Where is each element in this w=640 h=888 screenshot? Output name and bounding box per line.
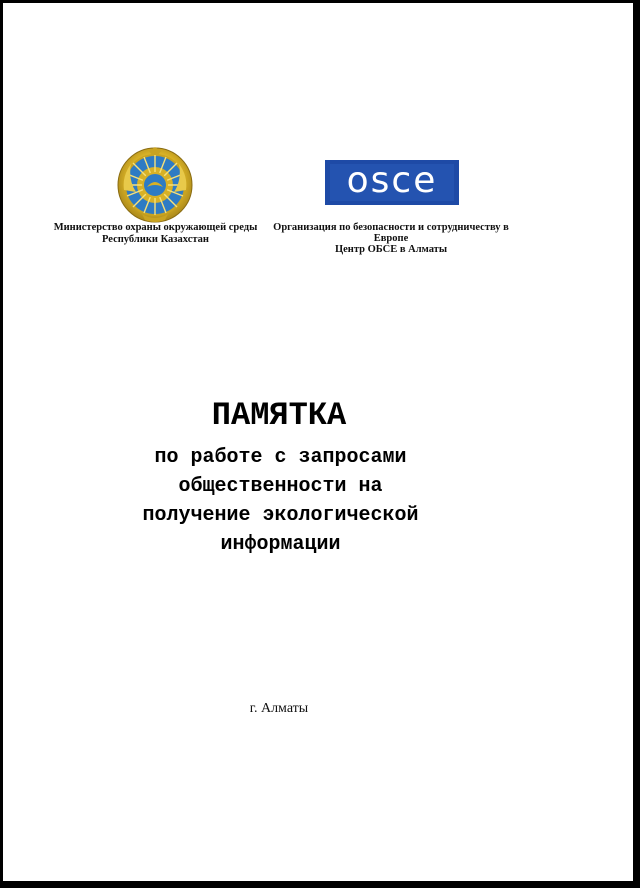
- document-subtitle: [83, 443, 478, 559]
- document-title: ПАМЯТКА: [211, 397, 347, 434]
- ministry-caption-line1: Министерство охраны окружающей среды: [53, 222, 258, 233]
- subtitle-line2: общественности на: [178, 475, 383, 498]
- ministry-caption: [43, 222, 268, 246]
- osce-logo-inner: [330, 159, 454, 201]
- subtitle-line3: получение экологической: [142, 504, 419, 527]
- subtitle-line4: информации: [220, 533, 341, 556]
- osce-caption: [271, 222, 511, 255]
- osce-logo: [325, 160, 459, 205]
- ministry-caption-line2: Республики Казахстан: [102, 234, 209, 245]
- osce-caption-line1: Организация по безопасности и сотрудничеству в: [273, 222, 509, 233]
- kazakhstan-emblem-icon: [116, 146, 194, 224]
- city-name: г. Алматы: [249, 701, 309, 716]
- osce-logo-text: osce: [346, 159, 438, 201]
- osce-caption-line2: Европе: [373, 233, 409, 244]
- osce-caption-line3: Центр ОБСЕ в Алматы: [334, 244, 448, 255]
- subtitle-line1: по работе с запросами: [154, 446, 407, 469]
